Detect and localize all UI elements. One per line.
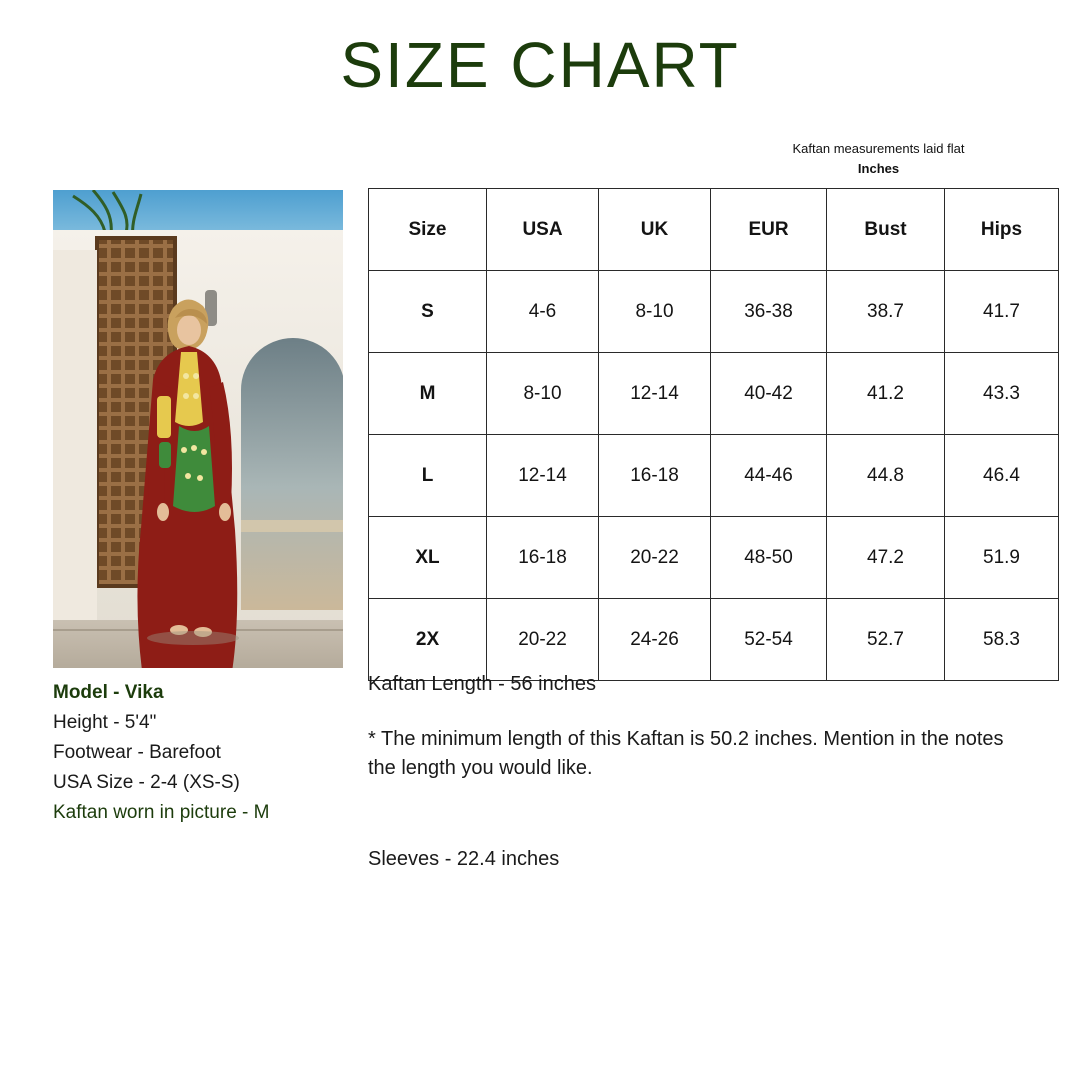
cell-usa: 16-18 [487,517,599,599]
model-footwear: Footwear - Barefoot [53,742,221,764]
note-minimum-length: * The minimum length of this Kaftan is 50.2 inches. Mention in the notes the length you would like. [368,728,1004,779]
cell-hips: 51.9 [945,517,1059,599]
cell-uk: 24-26 [599,599,711,681]
header-hips: Hips [945,189,1059,271]
cell-size: M [369,353,487,435]
cell-size: 2X [369,599,487,681]
cell-bust: 44.8 [827,435,945,517]
table-header-row [369,189,1059,271]
cell-usa: 12-14 [487,435,599,517]
model-photo [53,190,343,668]
cell-uk: 20-22 [599,517,711,599]
page-title: SIZE CHART [340,29,740,101]
notes [368,670,1028,874]
cell-uk: 16-18 [599,435,711,517]
model-info [53,678,353,828]
table-caption-unit: Inches [857,160,900,176]
model-usa-size: USA Size - 2-4 (XS-S) [53,772,240,794]
cell-eur: 48-50 [711,517,827,599]
header-usa: USA [487,189,599,271]
table-row [369,271,1059,353]
table-caption-line: Kaftan measurements laid flat [792,141,965,156]
cell-size: S [369,271,487,353]
cell-size: L [369,435,487,517]
cell-bust: 41.2 [827,353,945,435]
cell-uk: 12-14 [599,353,711,435]
cell-hips: 46.4 [945,435,1059,517]
cell-eur: 36-38 [711,271,827,353]
cell-hips: 43.3 [945,353,1059,435]
header-uk: UK [599,189,711,271]
header-size: Size [369,189,487,271]
cell-usa: 4-6 [487,271,599,353]
cell-usa: 8-10 [487,353,599,435]
cell-usa: 20-22 [487,599,599,681]
size-table [368,188,1059,681]
cell-hips: 58.3 [945,599,1059,681]
model-name: Model - Vika [53,682,164,703]
cell-bust: 38.7 [827,271,945,353]
cell-eur: 52-54 [711,599,827,681]
cell-hips: 41.7 [945,271,1059,353]
cell-uk: 8-10 [599,271,711,353]
table-row [369,435,1059,517]
cell-bust: 47.2 [827,517,945,599]
table-row [369,599,1059,681]
model-kaftan-worn: Kaftan worn in picture - M [53,802,270,824]
cell-eur: 40-42 [711,353,827,435]
table-row [369,353,1059,435]
header-eur: EUR [711,189,827,271]
table-row [369,517,1059,599]
model-height: Height - 5'4" [53,712,157,734]
cell-size: XL [369,517,487,599]
note-kaftan-length: Kaftan Length - 56 inches [368,673,596,695]
table-caption [700,140,1057,177]
header-bust: Bust [827,189,945,271]
note-sleeves: Sleeves - 22.4 inches [368,848,560,870]
cell-eur: 44-46 [711,435,827,517]
cell-bust: 52.7 [827,599,945,681]
